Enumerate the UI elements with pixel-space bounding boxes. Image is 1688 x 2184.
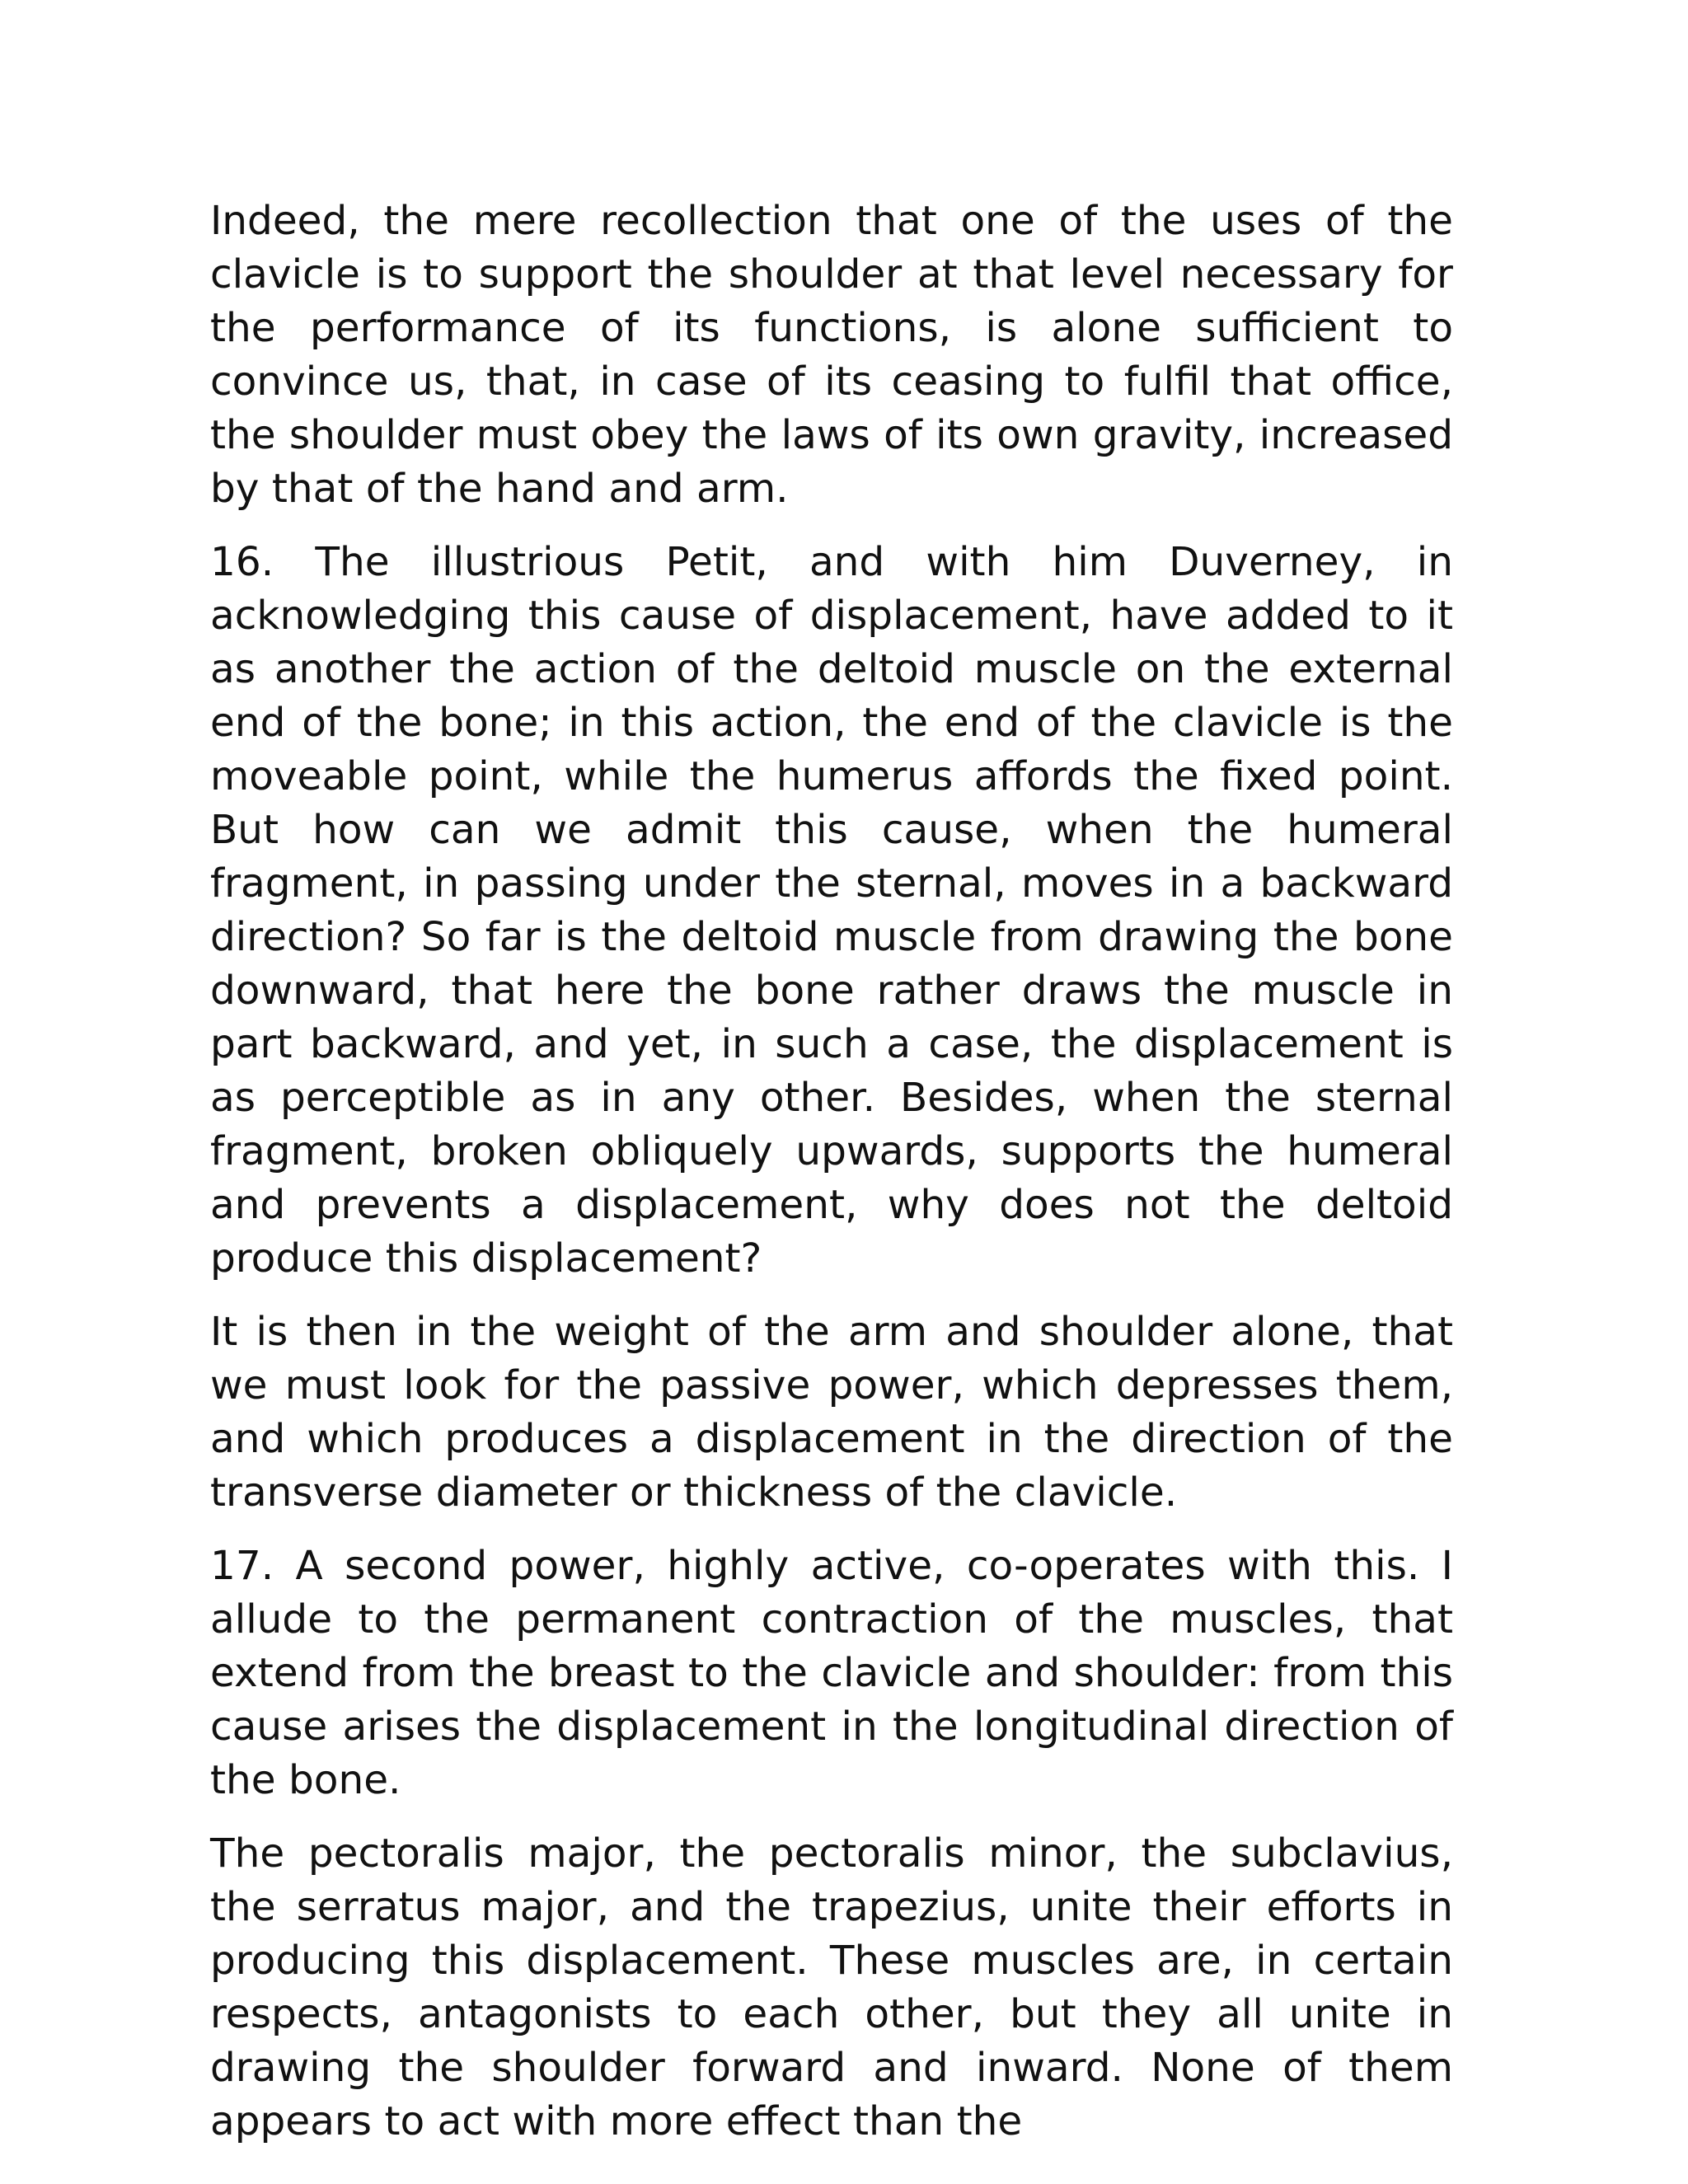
paragraph-weight: It is then in the weight of the arm and shoulder alone, that we must look for the passive power, which depresses them, and which produces a displacement in the direction of the transverse diameter or thickness of the clavicle.	[210, 1309, 1453, 1516]
paragraph-pectoralis: The pectoralis major, the pectoralis minor, the subclavius, the serratus major, and the trapezius, unite their efforts in producing this displacement. These muscles are, in certain respects, antagonists to each other, but they all unite in drawing the shoulder forward and inward. None of them appears to act with more effect than the	[210, 1830, 1453, 2144]
paragraph-17: 17. A second power, highly active, co-operates with this. I allude to the permanent contraction of the muscles, that extend from the breast to the clavicle and shoulder: from this cause arises the displacement in the longitudinal direction of the bone.	[210, 1543, 1453, 1803]
paragraph-16: 16. The illustrious Petit, and with him Duverney, in acknowledging this cause of displacement, have added to it as another the action of the deltoid muscle on the external end of the bone; in this action, the end of the clavicle is the moveable point, while the humerus affords the fixed point. But how can we admit this cause, when the humeral fragment, in passing under the sternal, moves in a backward direction? So far is the deltoid muscle from drawing the bone downward, that here the bone rather draws the muscle in part backward, and yet, in such a case, the displacement is as perceptible as in any other. Besides, when the sternal fragment, broken obliquely upwards, supports the humeral and prevents a displacement, why does not the deltoid produce this displacement?	[210, 539, 1453, 1282]
page-text	[210, 194, 1453, 2168]
paragraph-recollection: Indeed, the mere recollection that one of the uses of the clavicle is to support the shoulder at that level necessary for the performance of its functions, is alone sufficient to convince us, that, in case of its ceasing to fulfil that office, the shoulder must obey the laws of its own gravity, increased by that of the hand and arm.	[210, 198, 1453, 512]
